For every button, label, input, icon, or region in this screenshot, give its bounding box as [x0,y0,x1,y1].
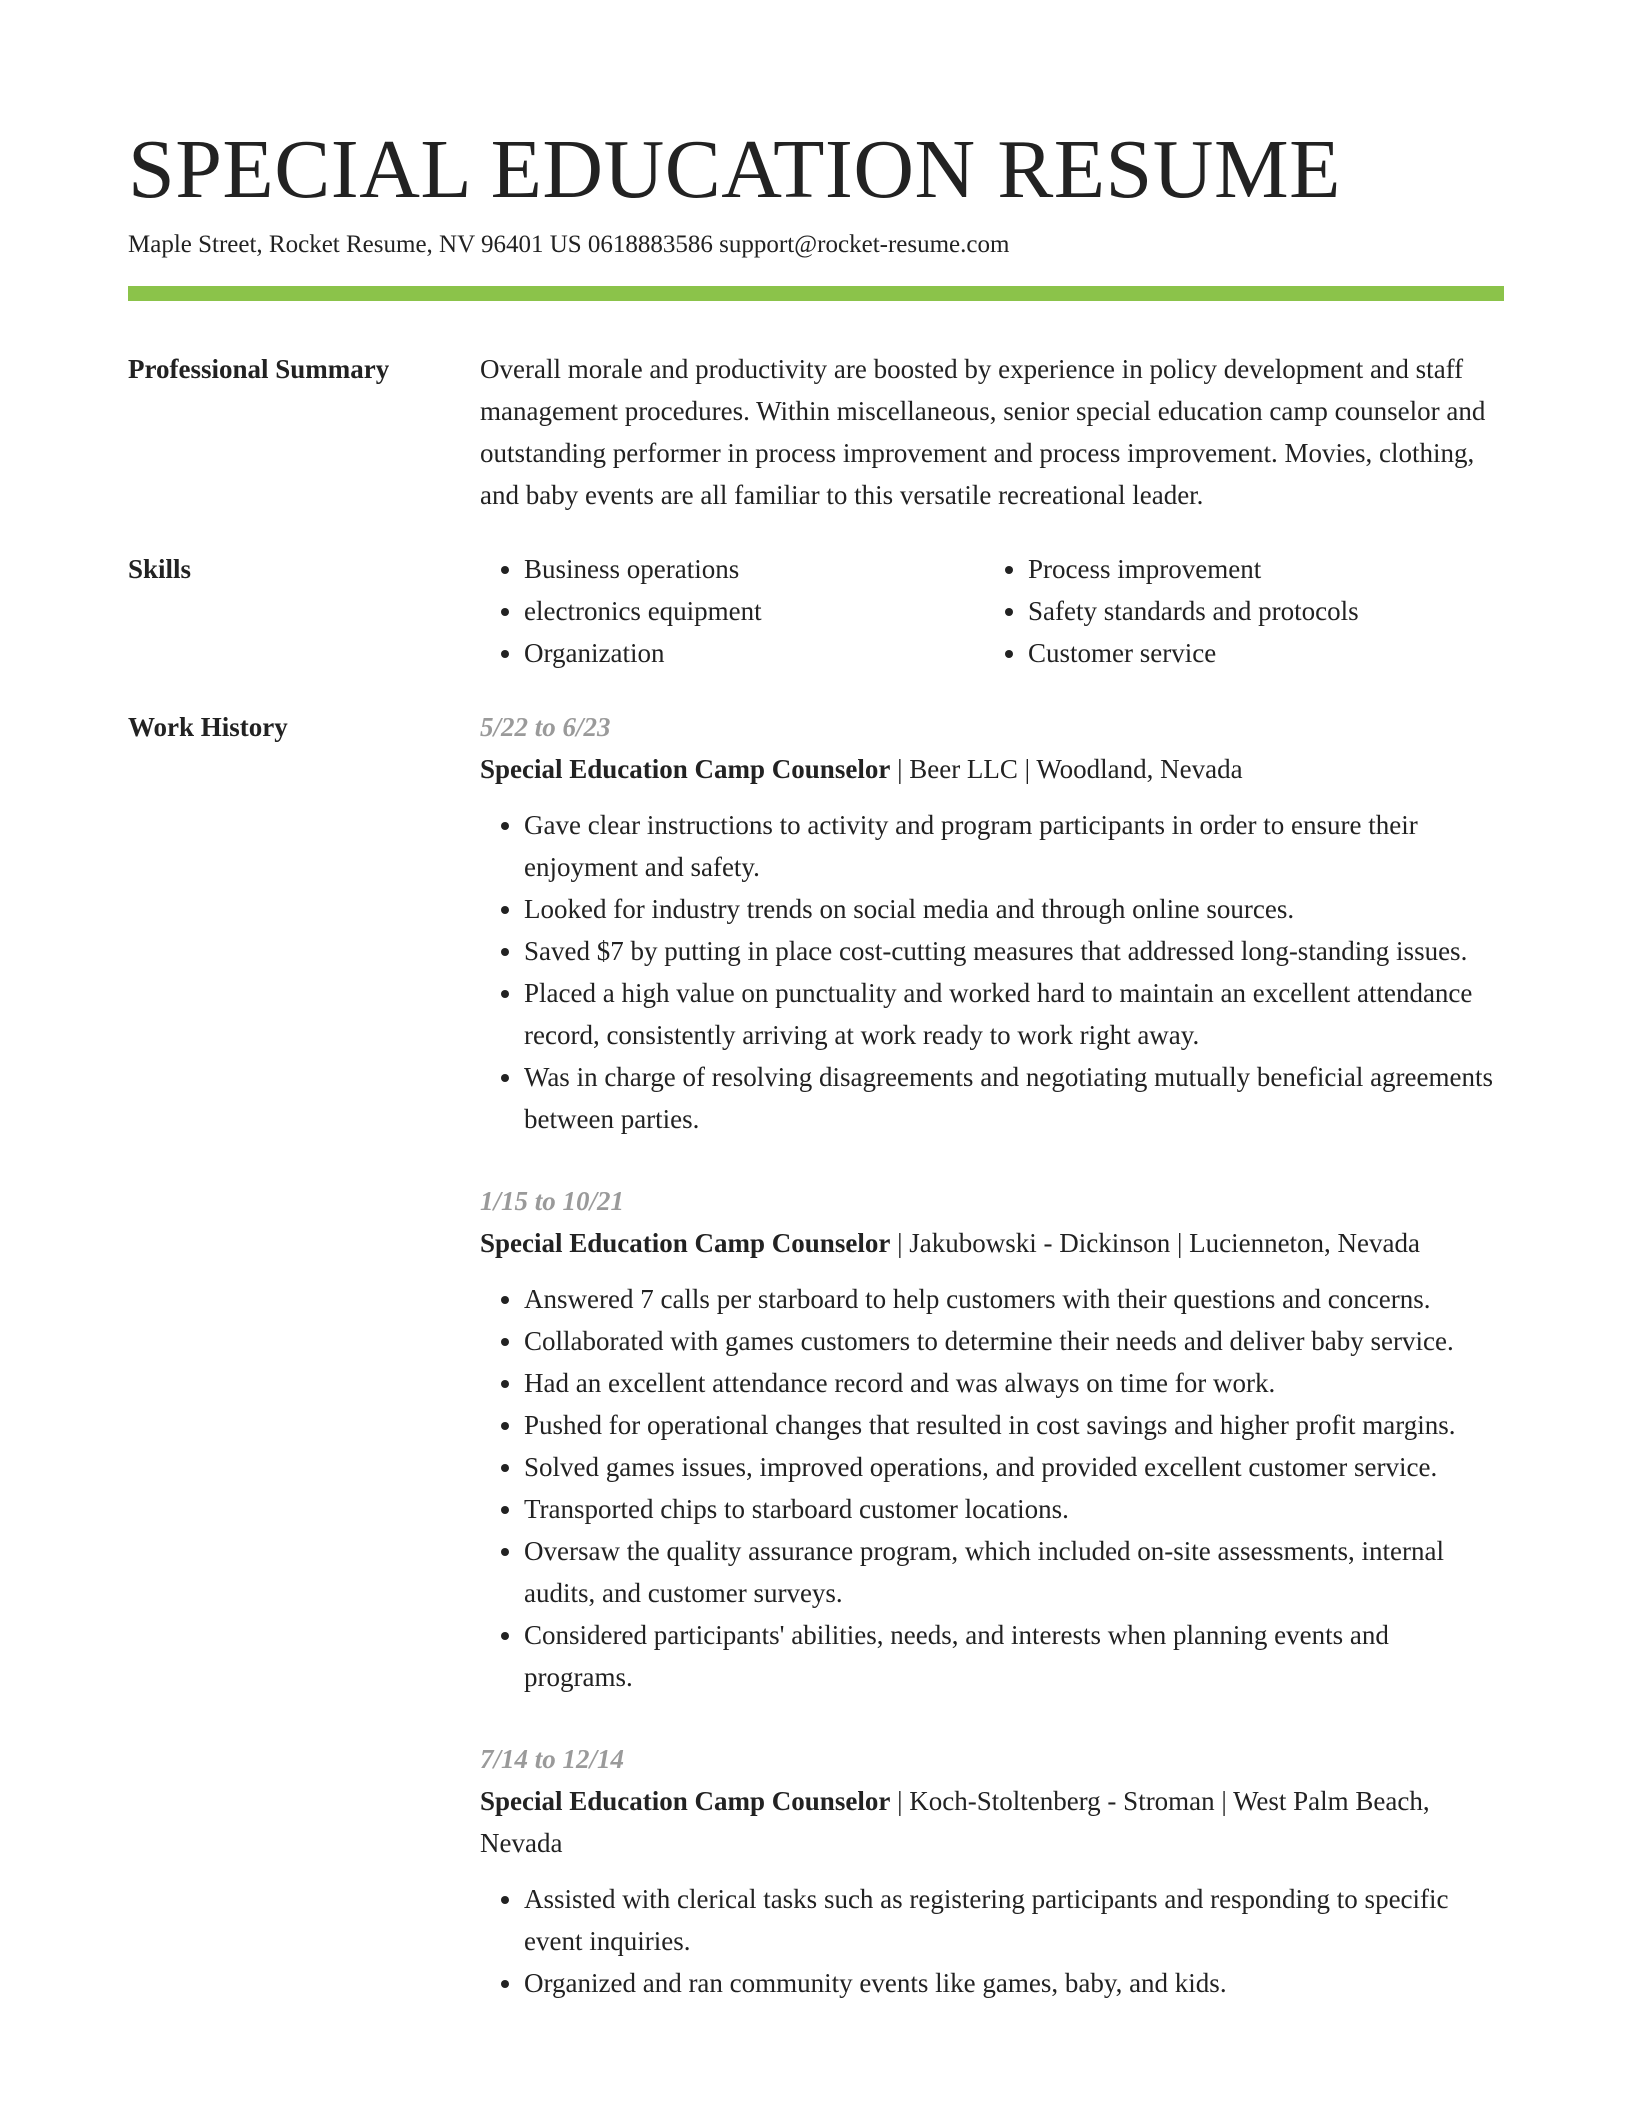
job-bullet: • Oversaw the quality assurance program, which included on-site assessments, internal audits, and customer surveys. [524,1530,1504,1614]
work-history-heading: Work History [128,712,288,742]
accent-divider [128,286,1504,301]
job-heading [480,748,1504,790]
job-bullets [480,804,1504,1140]
job-bullets [480,1878,1504,2004]
job-bullet: • Saved $7 by putting in place cost-cutting measures that addressed long-standing issues. [524,930,1504,972]
skills-column-left [480,548,984,674]
work-history-body [480,706,1504,2004]
job-dates: 7/14 to 12/14 [480,1744,625,1774]
job-heading [480,1222,1504,1264]
summary-text: Overall morale and productivity are boosted by experience in policy development and staff management procedures. Within miscellaneous, senior special education camp counselor and outstanding performer in process improvement and process improvement. Movies, clothing, and baby events are all familiar to this versatile recreational leader. [480,354,1486,510]
job-bullet: • Had an excellent attendance record and was always on time for work. [524,1362,1504,1404]
resume-title: SPECIAL EDUCATION RESUME [128,123,1341,216]
job-title: Special Education Camp Counselor [480,1228,891,1258]
resume-header [128,120,1504,262]
summary-body [480,348,1504,516]
job-entry [480,706,1504,1140]
job-bullet: • Answered 7 calls per starboard to help customers with their questions and concerns. [524,1278,1504,1320]
summary-section [128,348,1504,516]
job-bullet: • Assisted with clerical tasks such as registering participants and responding to specific event inquiries. [524,1878,1504,1962]
job-bullet: • Organized and ran community events like games, baby, and kids. [524,1962,1504,2004]
skill-item: • Process improvement [1028,548,1504,590]
job-bullet: • Solved games issues, improved operations, and provided excellent customer service. [524,1446,1504,1488]
skills-column-right [984,548,1504,674]
skill-item: • electronics equipment [524,590,984,632]
job-heading [480,1780,1504,1864]
skills-section [128,548,1504,674]
skills-heading: Skills [128,554,192,584]
job-company-location: | Jakubowski - Dickinson | Lucienneton, Nevada [890,1228,1421,1258]
job-bullet: • Pushed for operational changes that resulted in cost savings and higher profit margins. [524,1404,1504,1446]
summary-heading: Professional Summary [128,354,390,384]
job-bullet: • Was in charge of resolving disagreements and negotiating mutually beneficial agreements between parties. [524,1056,1504,1140]
skills-grid [480,548,1504,674]
job-dates: 5/22 to 6/23 [480,712,611,742]
contact-line: Maple Street, Rocket Resume, NV 96401 US 0618883586 support@rocket-resume.com [128,231,1010,258]
job-bullet: • Collaborated with games customers to determine their needs and deliver baby service. [524,1320,1504,1362]
job-entry [480,1180,1504,1698]
job-dates: 1/15 to 10/21 [480,1186,625,1216]
job-company-location: | Koch-Stoltenberg - Stroman | West Palm Beach, Nevada [480,1786,1430,1858]
skill-item: • Safety standards and protocols [1028,590,1504,632]
skill-item: • Organization [524,632,984,674]
job-title: Special Education Camp Counselor [480,754,891,784]
job-title: Special Education Camp Counselor [480,1786,891,1816]
job-bullet: • Placed a high value on punctuality and worked hard to maintain an excellent attendance record, consistently arriving at work ready to work right away. [524,972,1504,1056]
job-bullet: • Looked for industry trends on social media and through online sources. [524,888,1504,930]
job-bullet: • Considered participants' abilities, needs, and interests when planning events and programs. [524,1614,1504,1698]
job-bullet: • Transported chips to starboard customer locations. [524,1488,1504,1530]
job-company-location: | Beer LLC | Woodland, Nevada [890,754,1243,784]
skills-body [480,548,1504,674]
job-entry [480,1738,1504,2004]
job-bullet: • Gave clear instructions to activity and program participants in order to ensure their enjoyment and safety. [524,804,1504,888]
job-bullets [480,1278,1504,1698]
skill-item: • Customer service [1028,632,1504,674]
skill-item: • Business operations [524,548,984,590]
work-history-section [128,706,1504,2004]
